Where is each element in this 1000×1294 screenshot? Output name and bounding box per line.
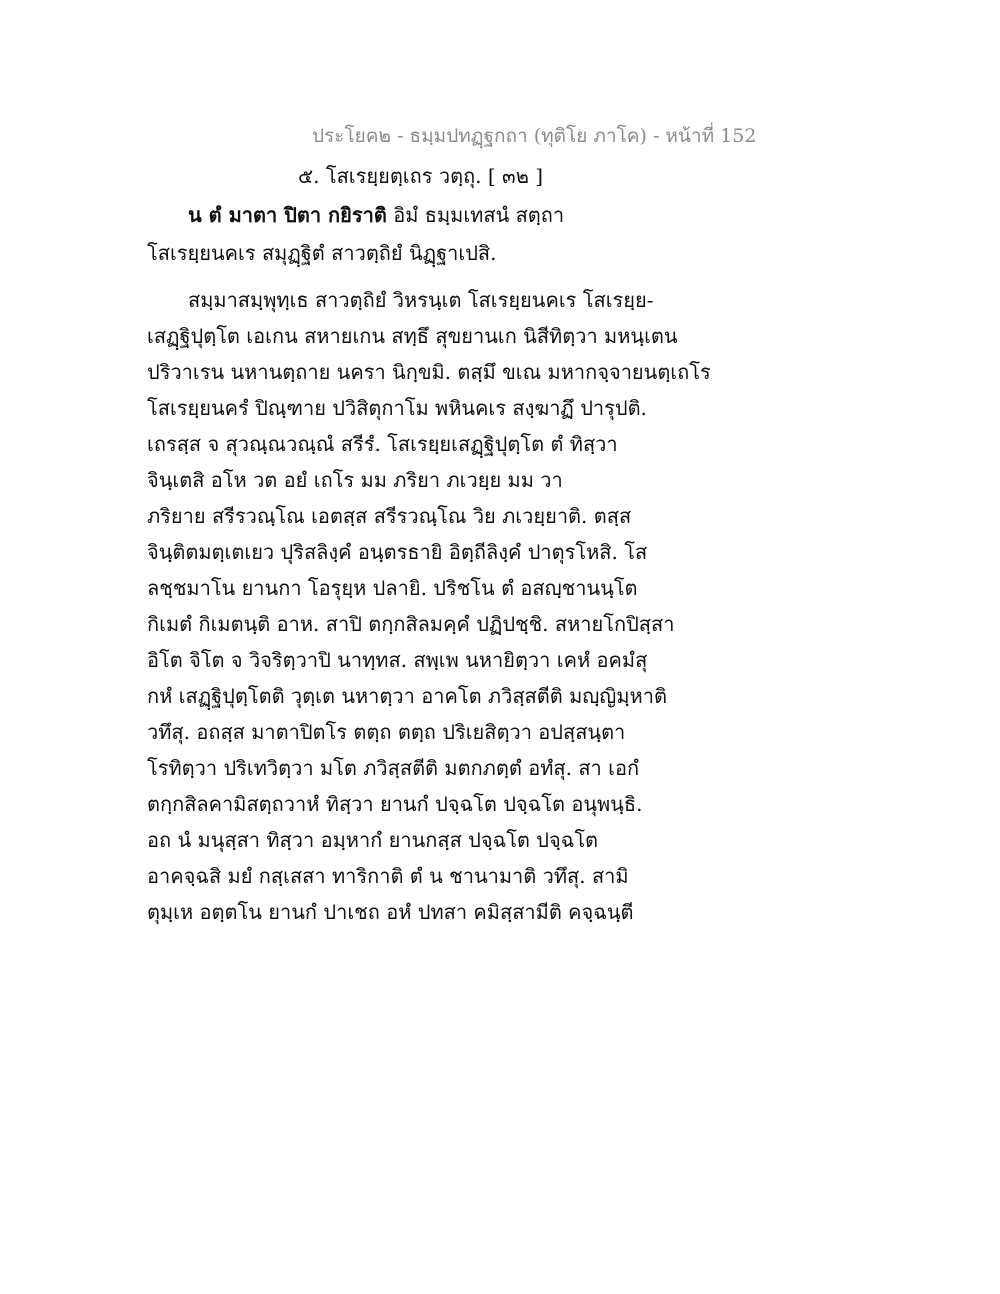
body-line: โรทิตฺวา ปริเทวิตฺวา มโต ภวิสฺสตีติ มตกภตฺตํ อทํสุ. สา เอกํ bbox=[147, 756, 640, 780]
body-line: อถ นํ มนุสฺสา ทิสฺวา อมฺหากํ ยานกสฺส ปจฺฉโต ปจฺฉโต bbox=[147, 828, 599, 852]
verse-intro bbox=[188, 201, 564, 229]
body-line: อาคจฺฉสิ มยํ กสฺเสสา ทาริกาติ ตํ น ชานามาติ วทึสุ. สามิ bbox=[147, 864, 629, 888]
body-line: กิเมตํ กิเมตนฺติ อาห. สาปิ ตกฺกสิลมคฺคํ ปฏิปชฺชิ. สหายโกปิสฺสา bbox=[147, 612, 675, 636]
verse-intro-line-2: โสเรยฺยนคเร สมุฏฺฐิตํ สาวตฺถิยํ นิฏฺฐาเปสิ. bbox=[147, 241, 497, 265]
body-line: โสเรยฺยนครํ ปิณฺฑาย ปวิสิตุกาโม พหินคเร สงฺฆาฏึ ปารุปติ. bbox=[147, 396, 647, 420]
body-line: ตกฺกสิลคามิสตฺถวาหํ ทิสฺวา ยานกํ ปจฺฉโต ปจฺฉโต อนุพนฺธิ. bbox=[147, 792, 643, 816]
body-line: ภริยาย สรีรวณฺโณ เอตสฺส สรีรวณฺโณ วิย ภเวยฺยาติ. ตสฺส bbox=[147, 504, 632, 528]
body-line: เถรสฺส จ สุวณฺณวณฺณํ สรีรํ. โสเรยฺยเสฏฺฐิปุตฺโต ตํ ทิสฺวา bbox=[147, 432, 618, 456]
body-line: จินฺติตมตฺเตเยว ปุริสลิงฺคํ อนฺตรธายิ อิตฺถีลิงฺคํ ปาตุรโหสิ. โส bbox=[147, 540, 648, 564]
verse-title: น ตํ มาตา ปิตา กยิราติ bbox=[188, 203, 387, 227]
verse-intro-rest: อิมํ ธมฺมเทสนํ สตฺถา bbox=[386, 203, 565, 227]
body-line: สมฺมาสมฺพุทฺเธ สาวตฺถิยํ วิหรนฺเต โสเรยฺยนคเร โสเรยฺย- bbox=[188, 288, 654, 312]
body-line: เสฏฺฐิปุตฺโต เอเกน สหายเกน สทฺธึ สุขยานเก นิสีทิตฺวา มหนฺเตน bbox=[147, 324, 678, 348]
body-line: ตุมฺเห อตฺตโน ยานกํ ปาเชถ อหํ ปทสา คมิสฺสามีติ คจฺฉนฺตี bbox=[147, 900, 634, 924]
body-line: จินฺเตสิ อโห วต อยํ เถโร มม ภริยา ภเวยฺย มม วา bbox=[147, 468, 563, 492]
body-line: วทึสุ. อถสฺส มาตาปิตโร ตตฺถ ตตฺถ ปริเยสิตฺวา อปสฺสนฺตา bbox=[147, 720, 626, 744]
body-line: กหํ เสฏฺฐิปุตฺโตติ วุตฺเต นหาตฺวา อาคโต ภวิสฺสตีติ มญฺญิมฺหาติ bbox=[147, 684, 667, 708]
body-line: อิโต จิโต จ วิจริตฺวาปิ นาทฺทส. สพฺเพ นหายิตฺวา เคหํ อคมํสุ bbox=[147, 648, 648, 672]
page-header: ประโยค๒ - ธมฺมปทฏฺฐกถา (ทุติโย ภาโค) - หน้าที่ 152 bbox=[312, 125, 757, 147]
body-line: ลชฺชมาโน ยานกา โอรุยฺห ปลายิ. ปริชโน ตํ อสญฺชานนฺโต bbox=[147, 576, 638, 600]
story-title: ๕. โสเรยฺยตฺเถร วตฺถุ. [ ๓๒ ] bbox=[298, 164, 544, 188]
body-line: ปริวาเรน นหานตฺถาย นครา นิกฺขมิ. ตสฺมึ ขเณ มหากจฺจายนตฺเถโร bbox=[147, 360, 711, 384]
